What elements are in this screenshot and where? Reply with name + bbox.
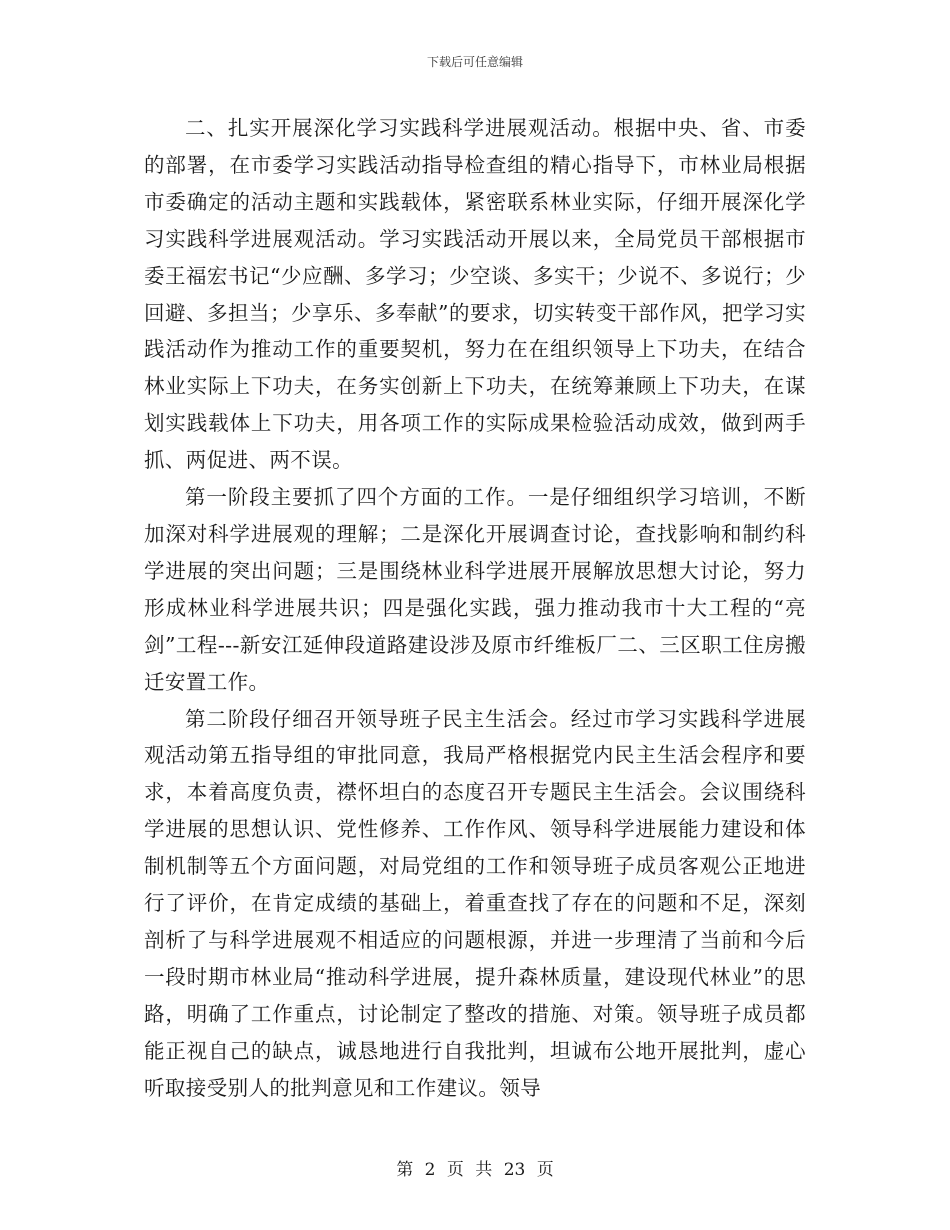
document-body bbox=[144, 110, 806, 1106]
paragraph-3: 第二阶段仔细召开领导班子民主生活会。经过市学习实践科学进展观活动第五指导组的审批同意，我局严格根据党内民主生活会程序和要求，本着高度负责，襟怀坦白的态度召开专题民主生活会。会议围绕科学进展的思想认识、党性修养、工作作风、领导科学进展能力建设和体制机制等五个方面问题，对局党组的工作和领导班子成员客观公正地进行了评价，在肯定成绩的基础上，着重查找了存在的问题和不足，深刻剖析了与科学进展观不相适应的问题根源，并进一步理清了当前和今后一段时期市林业局“推动科学进展，提升森林质量，建设现代林业”的思路，明确了工作重点，讨论制定了整改的措施、对策。领导班子成员都能正视自己的缺点，诚恳地进行自我批判，坦诚布公地开展批判，虚心听取接受别人的批判意见和工作建议。领导 bbox=[144, 706, 806, 1100]
paragraph-2: 第一阶段主要抓了四个方面的工作。一是仔细组织学习培训，不断加深对科学进展观的理解；二是深化开展调查讨论，查找影响和制约科学进展的突出问题；三是围绕林业科学进展开展解放思想大讨论，努力形成林业科学进展共识；四是强化实践，强力推动我市十大工程的“亮剑”工程---新安江延伸段道路建设涉及原市纤维板厂二、三区职工住房搬迁安置工作。 bbox=[144, 485, 806, 694]
paragraph-1: 二、扎实开展深化学习实践科学进展观活动。根据中央、省、市委的部署，在市委学习实践活动指导检查组的精心指导下，市林业局根据市委确定的活动主题和实践载体，紧密联系林业实际，仔细开展深化学习实践科学进展观活动。学习实践活动开展以来，全局党员干部根据市委王福宏书记“少应酬、多学习；少空谈、多实干；少说不、多说行；少回避、多担当；少享乐、多奉献”的要求，切实转变干部作风，把学习实践活动作为推动工作的重要契机，努力在在组织领导上下功夫，在结合林业实际上下功夫，在务实创新上下功夫，在统筹兼顾上下功夫，在谋划实践载体上下功夫，用各项工作的实际成果检验活动成效，做到两手抓、两促进、两不误。 bbox=[144, 116, 806, 473]
page-number-footer: 第 2 页 共 23 页 bbox=[396, 1160, 554, 1180]
page-header: 下载后可任意编辑 bbox=[426, 55, 523, 69]
